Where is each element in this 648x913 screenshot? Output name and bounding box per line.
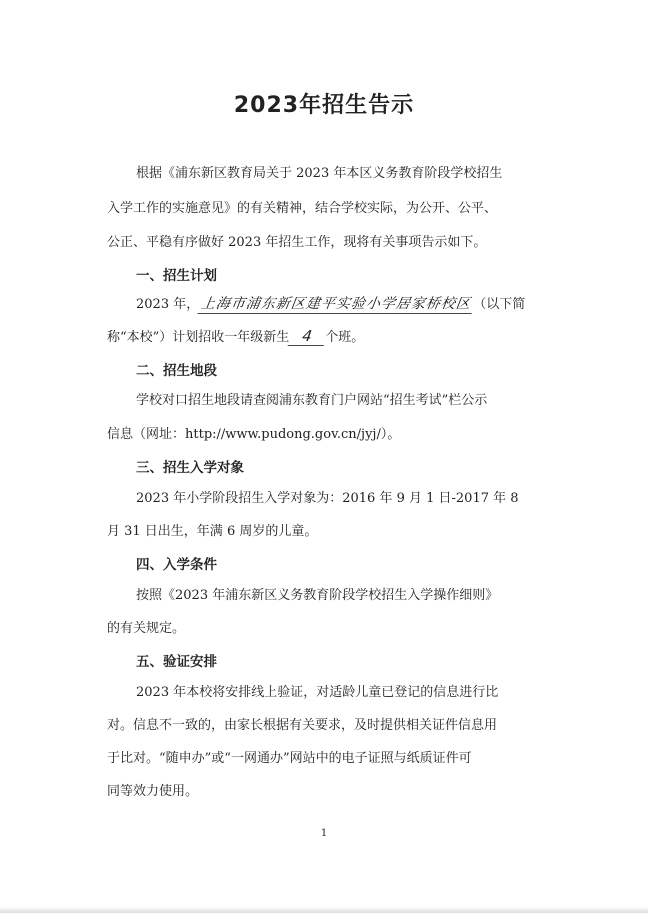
section-5-line-4: 同等效力使用。 [107,784,199,799]
section-2-line-2: 信息（网址：http://www.pudong.gov.cn/jyj/）。 [107,427,401,442]
section-1-line-2 [107,326,364,346]
section-5-line-2: 对。信息不一致的，由家长根据有关要求，及时提供相关证件信息用 [107,718,498,733]
section-5-heading: 五、验证安排 [136,654,217,670]
section-2-heading: 二、招生地段 [136,363,217,379]
page-number: 1 [320,828,328,839]
section-1-l2-pre: 称“本校”）计划招收一年级新生 [107,330,290,345]
section-1-post: （以下简 [473,297,526,312]
handwritten-school-name: 上海市浦东新区建平实验小学居家桥校区 [198,293,475,314]
section-4-heading: 四、入学条件 [136,557,217,573]
section-4-line-2: 的有关规定。 [107,621,186,636]
section-3-line-1: 2023 年小学阶段招生入学对象为：2016 年 9 月 1 日-2017 年 8 [136,491,519,506]
section-5-line-1: 2023 年本校将安排线上验证，对适龄儿童已登记的信息进行比 [136,685,499,700]
page-title: 2023年招生告示 [233,93,415,118]
section-1-line-1 [136,293,525,314]
intro-line-2: 入学工作的实施意见》的有关精神，结合学校实际，为公开、公平、 [107,201,498,216]
section-1-pre: 2023 年， [136,297,200,312]
intro-line-1: 根据《浦东新区教育局关于 2023 年本区义务教育阶段学校招生 [136,166,503,181]
section-3-heading: 三、招生入学对象 [136,460,244,476]
section-4-line-1: 按照《2023 年浦东新区义务教育阶段学校招生入学操作细则》 [136,588,499,603]
section-2-line-1: 学校对口招生地段请查阅浦东教育门户网站“招生考试”栏公示 [136,393,488,408]
section-1-heading: 一、招生计划 [136,268,217,284]
section-3-line-2: 月 31 日出生，年满 6 周岁的儿童。 [107,524,318,539]
scan-edge [0,907,648,913]
intro-line-3: 公正、平稳有序做好 2023 年招生工作，现将有关事项告示如下。 [107,235,487,250]
section-5-line-3: 于比对。“随申办”或“一网通办”网站中的电子证照与纸质证件可 [107,751,472,766]
section-1-l2-post: 个班。 [325,330,365,345]
handwritten-class-count: 4 [288,327,327,346]
